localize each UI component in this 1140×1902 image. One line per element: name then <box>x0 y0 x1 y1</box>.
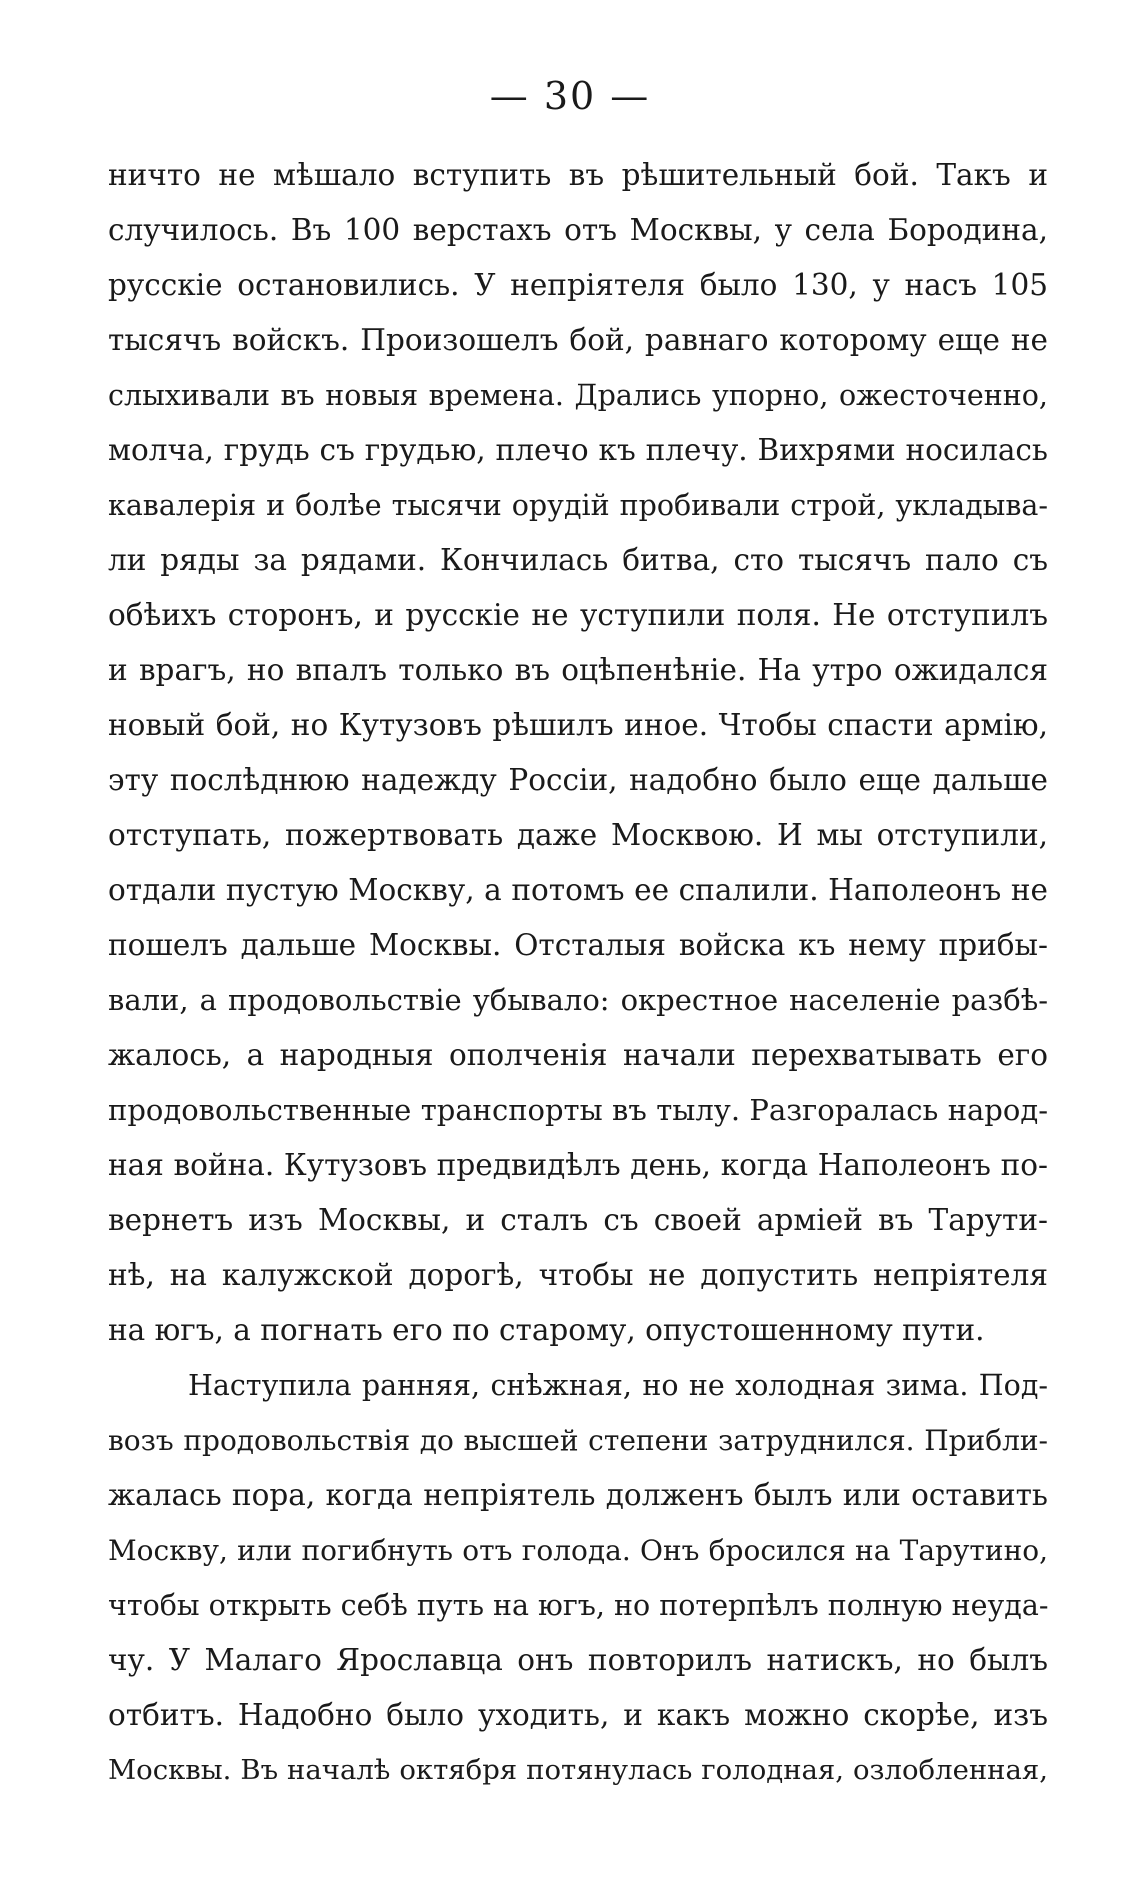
text-line: тысячъ войскъ. Произошелъ бой, равнаго которому еще не <box>108 323 1048 357</box>
text-body <box>108 148 1048 1798</box>
text-line: ничто не мѣшало вступить въ рѣшительный бой. Такъ и <box>108 158 1048 192</box>
text-line: вали, а продовольствіе убывало: окрестное населеніе разбѣ- <box>108 983 1048 1017</box>
text-line: эту послѣднюю надежду Россіи, надобно было еще дальше <box>108 763 1048 797</box>
text-line: вернетъ изъ Москвы, и сталъ съ своей арміей въ Тарути- <box>108 1203 1048 1237</box>
text-line: ная война. Кутузовъ предвидѣлъ день, когда Наполеонъ по- <box>108 1148 1048 1182</box>
text-line: случилось. Въ 100 верстахъ отъ Москвы, у села Бородина, <box>108 213 1048 247</box>
text-line: обѣихъ сторонъ, и русскіе не уступили поля. Не отступилъ <box>108 598 1048 632</box>
text-line: отступать, пожертвовать даже Москвою. И мы отступили, <box>108 818 1048 852</box>
text-line: пошелъ дальше Москвы. Отсталыя войска къ нему прибы- <box>108 928 1048 962</box>
text-line: ли ряды за рядами. Кончилась битва, сто тысячъ пало съ <box>108 543 1048 577</box>
text-line: отбитъ. Надобно было уходить, и какъ можно скорѣе, изъ <box>108 1698 1048 1732</box>
text-line: нѣ, на калужской дорогѣ, чтобы не допустить непріятеля <box>108 1258 1048 1292</box>
text-line: кавалерія и болѣе тысячи орудій пробивали строй, укладыва- <box>108 489 1048 522</box>
text-line: и врагъ, но впалъ только въ оцѣпенѣніе. На утро ожидался <box>108 653 1048 687</box>
page-number: — 30 — <box>489 74 651 118</box>
text-line: на югъ, а погнать его по старому, опустошенному пути. <box>108 1313 985 1347</box>
text-line: отдали пустую Москву, а потомъ ее спалили. Наполеонъ не <box>108 873 1048 907</box>
text-line: возъ продовольствія до высшей степени затруднился. Прибли- <box>108 1424 1048 1457</box>
text-line: жалось, а народныя ополченія начали перехватывать его <box>108 1038 1048 1072</box>
text-line: чтобы открыть себѣ путь на югъ, но потерпѣлъ полную неуда- <box>108 1589 1048 1622</box>
text-line: новый бой, но Кутузовъ рѣшилъ иное. Чтобы спасти армію, <box>108 708 1048 742</box>
text-line: продовольственные транспорты въ тылу. Разгоралась народ- <box>108 1093 1048 1127</box>
text-line: русскіе остановились. У непріятеля было 130, у насъ 105 <box>108 268 1048 302</box>
text-line: Наступила ранняя, снѣжная, но не холодная зима. Под- <box>188 1369 1048 1402</box>
text-line: слыхивали въ новыя времена. Дрались упорно, ожесточенно, <box>108 379 1048 412</box>
text-line: чу. У Малаго Ярославца онъ повторилъ натискъ, но былъ <box>108 1643 1048 1677</box>
text-line: Москвы. Въ началѣ октября потянулась голодная, озлобленная, <box>108 1754 1048 1786</box>
text-line: Москву, или погибнуть отъ голода. Онъ бросился на Тарутино, <box>108 1534 1048 1567</box>
text-line: жалась пора, когда непріятель долженъ былъ или оставить <box>108 1478 1048 1512</box>
text-line: молча, грудь съ грудью, плечо къ плечу. Вихрями носилась <box>108 433 1048 467</box>
